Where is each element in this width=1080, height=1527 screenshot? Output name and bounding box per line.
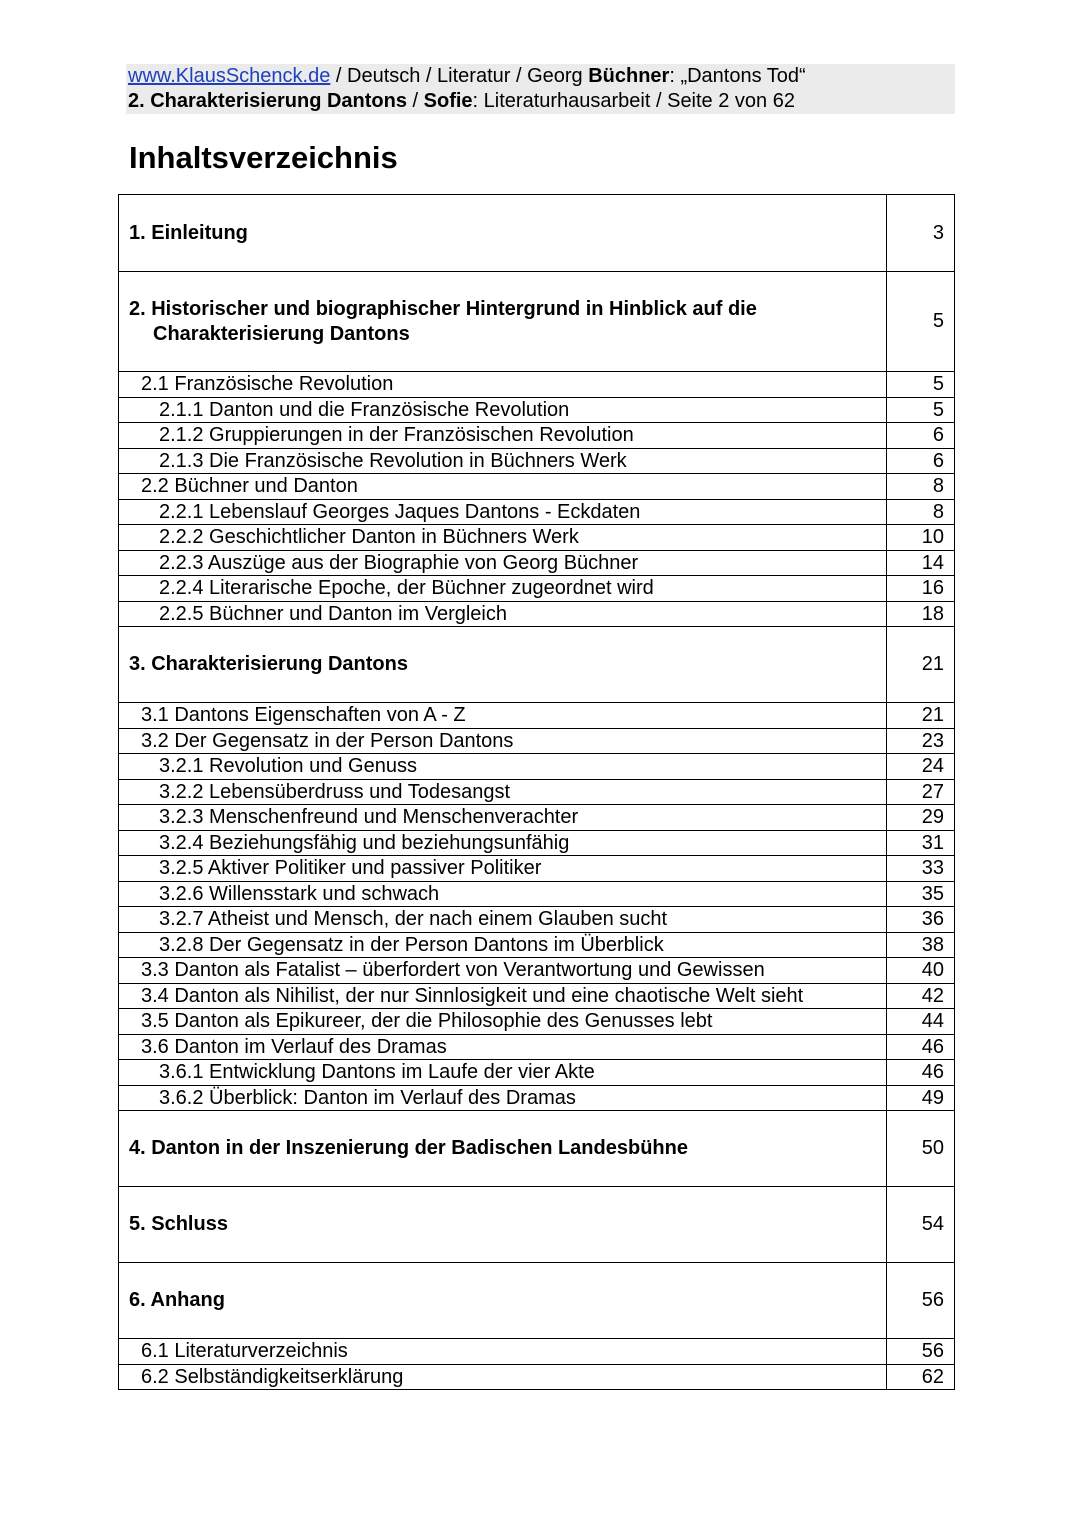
toc-page: 27 bbox=[887, 779, 955, 805]
page-title: Inhaltsverzeichnis bbox=[129, 140, 398, 175]
toc-entry bbox=[119, 576, 955, 602]
toc-entry bbox=[119, 907, 955, 933]
toc-entry bbox=[119, 499, 955, 525]
toc-title bbox=[119, 272, 887, 372]
website-link[interactable]: www.KlausSchenck.de bbox=[128, 65, 331, 87]
toc-chapter-4 bbox=[119, 1111, 955, 1187]
toc-entry bbox=[119, 830, 955, 856]
toc-title: 3.2.3 Menschenfreund und Menschenverachter bbox=[119, 805, 887, 831]
toc-page: 54 bbox=[887, 1187, 955, 1263]
header-topic: 2. Charakterisierung Dantons bbox=[128, 90, 407, 112]
toc-page: 29 bbox=[887, 805, 955, 831]
toc-entry bbox=[119, 1085, 955, 1111]
toc-entry bbox=[119, 703, 955, 729]
toc-page: 8 bbox=[887, 474, 955, 500]
toc-entry bbox=[119, 423, 955, 449]
toc-page: 5 bbox=[887, 372, 955, 398]
toc-entry bbox=[119, 856, 955, 882]
toc-entry bbox=[119, 983, 955, 1009]
toc-title: 2.2 Büchner und Danton bbox=[119, 474, 887, 500]
toc-title: 3.3 Danton als Fatalist – überfordert von Verantwortung und Gewissen bbox=[119, 958, 887, 984]
toc-title: 3.2.6 Willensstark und schwach bbox=[119, 881, 887, 907]
toc-page: 23 bbox=[887, 728, 955, 754]
toc-page: 38 bbox=[887, 932, 955, 958]
toc-page: 18 bbox=[887, 601, 955, 627]
header-path: / Deutsch / Literatur / Georg bbox=[330, 65, 589, 87]
toc-chapter-5 bbox=[119, 1187, 955, 1263]
toc-page: 35 bbox=[887, 881, 955, 907]
toc-page: 40 bbox=[887, 958, 955, 984]
toc-title: 6.1 Literaturverzeichnis bbox=[119, 1339, 887, 1365]
toc-entry bbox=[119, 601, 955, 627]
toc-chapter-2 bbox=[119, 272, 955, 372]
toc-title: 2.2.5 Büchner und Danton im Vergleich bbox=[119, 601, 887, 627]
toc-entry bbox=[119, 550, 955, 576]
toc-entry bbox=[119, 881, 955, 907]
toc-entry bbox=[119, 779, 955, 805]
toc-entry bbox=[119, 448, 955, 474]
toc-entry bbox=[119, 1339, 955, 1365]
toc-entry bbox=[119, 1364, 955, 1390]
toc-page: 46 bbox=[887, 1034, 955, 1060]
toc-title: 3.2.2 Lebensüberdruss und Todesangst bbox=[119, 779, 887, 805]
toc-title: 5. Schluss bbox=[119, 1187, 887, 1263]
toc-entry bbox=[119, 728, 955, 754]
header-line-1 bbox=[126, 64, 955, 89]
toc-title: 3.2 Der Gegensatz in der Person Dantons bbox=[119, 728, 887, 754]
toc-page: 6 bbox=[887, 423, 955, 449]
header-author: Büchner bbox=[588, 65, 670, 87]
toc-page: 31 bbox=[887, 830, 955, 856]
toc-title: 2.2.3 Auszüge aus der Biographie von Georg Büchner bbox=[119, 550, 887, 576]
toc-page: 50 bbox=[887, 1111, 955, 1187]
toc-title: 2.1.2 Gruppierungen in der Französischen Revolution bbox=[119, 423, 887, 449]
toc-page: 16 bbox=[887, 576, 955, 602]
toc-title: 2.1.3 Die Französische Revolution in Büchners Werk bbox=[119, 448, 887, 474]
toc-page: 49 bbox=[887, 1085, 955, 1111]
toc-title: 6.2 Selbständigkeitserklärung bbox=[119, 1364, 887, 1390]
toc-title: 3.2.8 Der Gegensatz in der Person Dantons im Überblick bbox=[119, 932, 887, 958]
toc-title-line: Charakterisierung Dantons bbox=[153, 322, 410, 345]
toc-title: 2.1 Französische Revolution bbox=[119, 372, 887, 398]
toc-title: 3. Charakterisierung Dantons bbox=[119, 627, 887, 703]
toc-page: 6 bbox=[887, 448, 955, 474]
table-of-contents bbox=[118, 194, 955, 1390]
toc-title: 1. Einleitung bbox=[119, 195, 887, 272]
toc-page: 42 bbox=[887, 983, 955, 1009]
toc-title: 2.2.4 Literarische Epoche, der Büchner zugeordnet wird bbox=[119, 576, 887, 602]
toc-entry bbox=[119, 474, 955, 500]
toc-entry bbox=[119, 1060, 955, 1086]
toc-entry bbox=[119, 805, 955, 831]
toc-title: 3.1 Dantons Eigenschaften von A - Z bbox=[119, 703, 887, 729]
toc-title: 2.1.1 Danton und die Französische Revolution bbox=[119, 397, 887, 423]
toc-page: 8 bbox=[887, 499, 955, 525]
toc-page: 5 bbox=[887, 272, 955, 372]
toc-title: 2.2.2 Geschichtlicher Danton in Büchners Werk bbox=[119, 525, 887, 551]
toc-chapter-1 bbox=[119, 195, 955, 272]
toc-page: 46 bbox=[887, 1060, 955, 1086]
toc-page: 24 bbox=[887, 754, 955, 780]
toc-entry bbox=[119, 932, 955, 958]
toc-entry bbox=[119, 525, 955, 551]
header-separator: / bbox=[406, 90, 424, 112]
toc-title: 3.2.1 Revolution und Genuss bbox=[119, 754, 887, 780]
toc-title: 6. Anhang bbox=[119, 1263, 887, 1339]
toc-page: 5 bbox=[887, 397, 955, 423]
toc-page: 14 bbox=[887, 550, 955, 576]
toc-page: 21 bbox=[887, 627, 955, 703]
toc-title: 3.4 Danton als Nihilist, der nur Sinnlosigkeit und eine chaotische Welt sieht bbox=[119, 983, 887, 1009]
toc-page: 3 bbox=[887, 195, 955, 272]
toc-title: 4. Danton in der Inszenierung der Badischen Landesbühne bbox=[119, 1111, 887, 1187]
toc-entry bbox=[119, 1009, 955, 1035]
toc-title: 3.6 Danton im Verlauf des Dramas bbox=[119, 1034, 887, 1060]
toc-entry bbox=[119, 372, 955, 398]
header-student: Sofie bbox=[423, 90, 473, 112]
toc-page: 44 bbox=[887, 1009, 955, 1035]
toc-page: 33 bbox=[887, 856, 955, 882]
toc-entry bbox=[119, 754, 955, 780]
toc-chapter-6 bbox=[119, 1263, 955, 1339]
toc-entry bbox=[119, 1034, 955, 1060]
toc-entry bbox=[119, 397, 955, 423]
page-header bbox=[126, 64, 955, 114]
toc-title: 3.2.5 Aktiver Politiker und passiver Politiker bbox=[119, 856, 887, 882]
toc-title: 2.2.1 Lebenslauf Georges Jaques Dantons - Eckdaten bbox=[119, 499, 887, 525]
toc-chapter-3 bbox=[119, 627, 955, 703]
toc-title-line: 2. Historischer und biographischer Hintergrund in Hinblick auf die bbox=[129, 297, 757, 320]
toc-page: 56 bbox=[887, 1339, 955, 1365]
toc-title: 3.2.4 Beziehungsfähig und beziehungsunfähig bbox=[119, 830, 887, 856]
toc-title: 3.6.1 Entwicklung Dantons im Laufe der vier Akte bbox=[119, 1060, 887, 1086]
toc-page: 36 bbox=[887, 907, 955, 933]
toc-page: 56 bbox=[887, 1263, 955, 1339]
toc-title: 3.5 Danton als Epikureer, der die Philosophie des Genusses lebt bbox=[119, 1009, 887, 1035]
toc-page: 10 bbox=[887, 525, 955, 551]
toc-title: 3.6.2 Überblick: Danton im Verlauf des Dramas bbox=[119, 1085, 887, 1111]
header-work-title: : „Dantons Tod“ bbox=[669, 65, 806, 87]
toc-page: 21 bbox=[887, 703, 955, 729]
toc-title: 3.2.7 Atheist und Mensch, der nach einem Glauben sucht bbox=[119, 907, 887, 933]
header-page-info: : Literaturhausarbeit / Seite 2 von 62 bbox=[472, 90, 795, 112]
toc-entry bbox=[119, 958, 955, 984]
header-line-2 bbox=[126, 89, 955, 114]
toc-page: 62 bbox=[887, 1364, 955, 1390]
